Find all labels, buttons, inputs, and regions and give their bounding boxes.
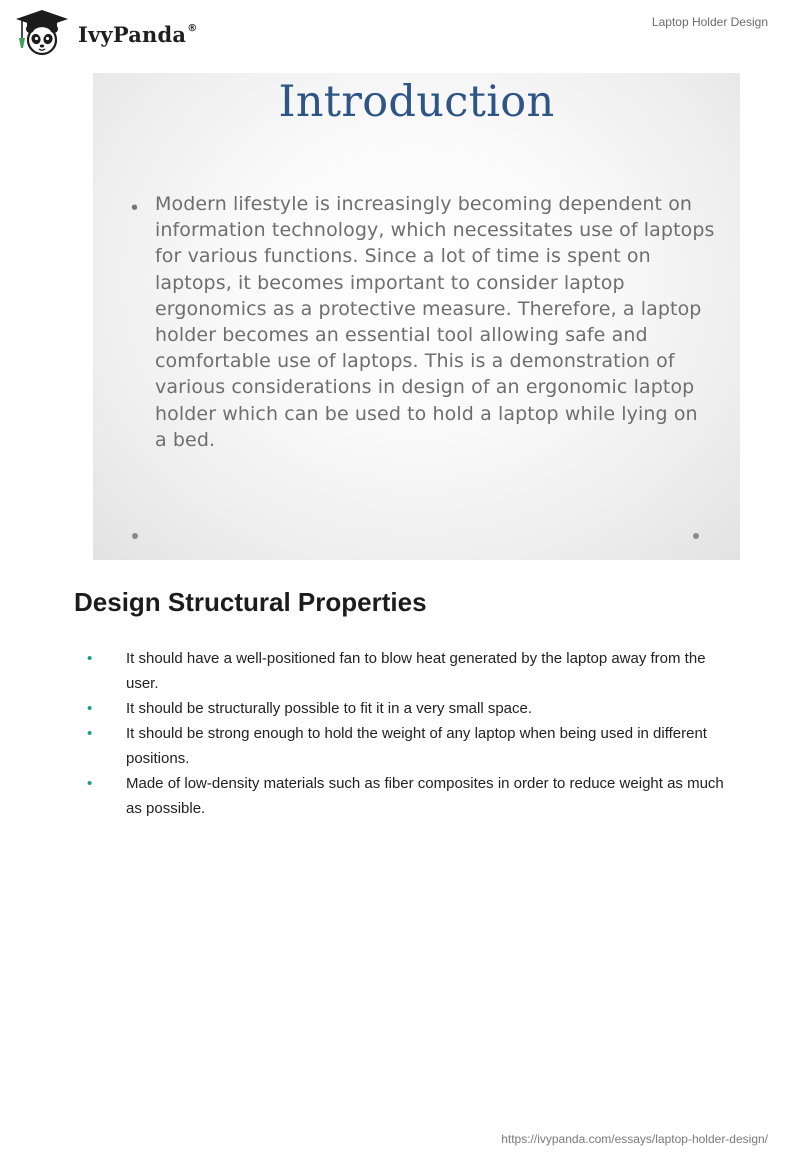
slide-bullet-icon: • xyxy=(131,197,139,219)
list-item-text: It should be strong enough to hold the weight of any laptop when being used in different positions. xyxy=(126,725,707,767)
list-item xyxy=(86,721,736,771)
intro-slide-image xyxy=(93,73,740,560)
list-item xyxy=(86,696,736,721)
list-item xyxy=(86,771,736,821)
slide-dot-icon xyxy=(693,533,699,539)
bullet-icon: • xyxy=(87,700,93,717)
list-item xyxy=(86,646,736,696)
section-heading: Design Structural Properties xyxy=(74,587,427,617)
ivypanda-logo[interactable] xyxy=(14,8,197,56)
bullet-icon: • xyxy=(87,725,93,742)
page-header xyxy=(0,0,800,60)
registered-mark: ® xyxy=(187,22,198,34)
source-url-link[interactable]: https://ivypanda.com/essays/laptop-holder-design/ xyxy=(501,1132,768,1146)
document-title: Laptop Holder Design xyxy=(651,15,768,29)
list-item-text: It should have a well-positioned fan to blow heat generated by the laptop away from the user. xyxy=(126,650,706,692)
slide-dot-icon xyxy=(132,533,138,539)
brand-name: IvyPanda® xyxy=(78,21,198,47)
panda-graduate-icon xyxy=(14,8,70,56)
slide-body-text: Modern lifestyle is increasingly becoming dependent on information technology, which necessitates use of laptops for various functions. Since a lot of time is spent on laptops, it becomes important to consider laptop ergonomics as a protective measure. Therefore, a laptop holder becomes an essential tool allowing safe and comfortable use of laptops. This is a demonstration of various considerations in design of an ergonomic laptop holder which can be used to hold a laptop while lying on a bed. xyxy=(155,193,715,451)
slide-title: Introduction xyxy=(278,77,555,127)
list-item-text: It should be structurally possible to fit it in a very small space. xyxy=(126,700,533,717)
list-item-text: Made of low-density materials such as fiber composites in order to reduce weight as much as possible. xyxy=(126,775,724,817)
properties-list xyxy=(86,646,736,821)
bullet-icon: • xyxy=(87,775,93,792)
bullet-icon: • xyxy=(87,650,93,667)
